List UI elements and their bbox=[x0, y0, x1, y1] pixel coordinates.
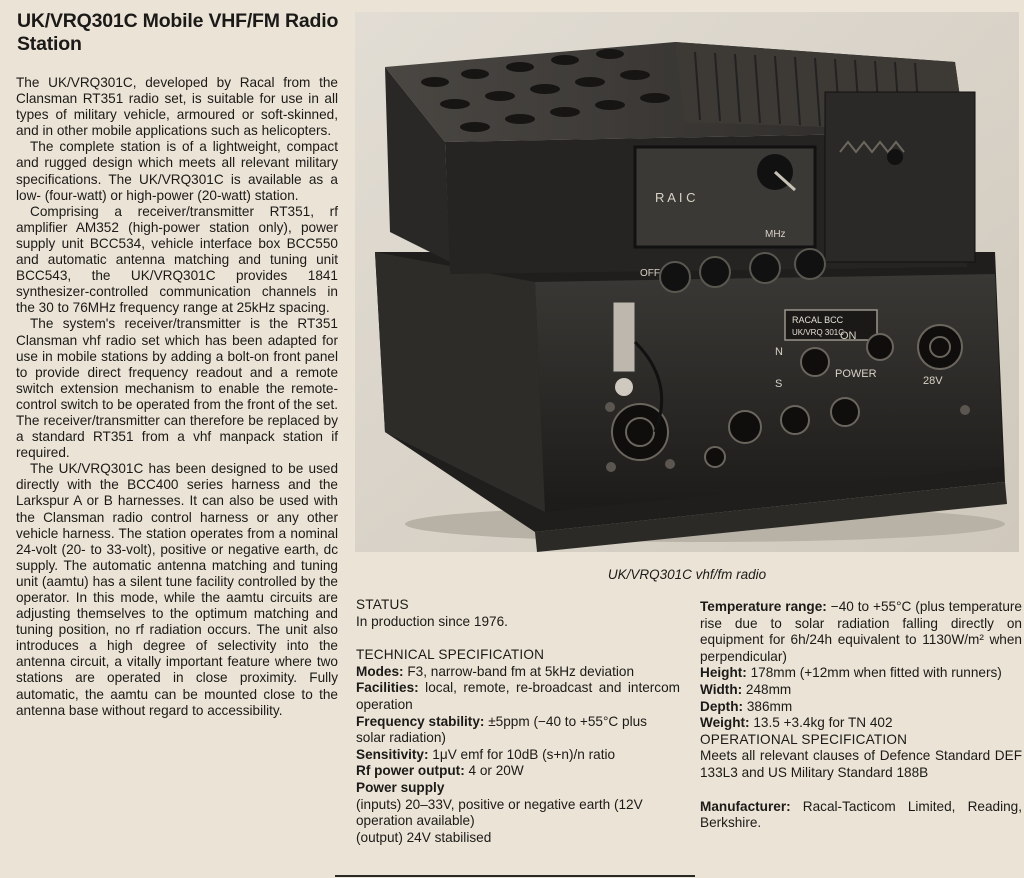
spec-power-label: Power supply bbox=[356, 779, 445, 795]
article-title: UK/VRQ301C Mobile VHF/FM Radio Station bbox=[17, 10, 339, 55]
spec-modes bbox=[356, 664, 680, 681]
spec-frequency-value: ±5ppm (−40 to +55°C plus solar radiation) bbox=[356, 713, 647, 746]
spec-rf-value: 4 or 20W bbox=[464, 763, 524, 779]
spec-modes-value: F3, narrow-band fm at 5kHz deviation bbox=[403, 663, 635, 679]
spec-weight-value: 13.5 +3.4kg for TN 402 bbox=[749, 715, 893, 731]
operational-spec-text: Meets all relevant clauses of Defence Standard DEF 133L3 and US Military Standard 188B bbox=[700, 748, 1022, 780]
spec-frequency-label: Frequency stability: bbox=[356, 713, 485, 729]
mhz-label: MHz bbox=[765, 229, 786, 240]
photo-caption: UK/VRQ301C vhf/fm radio bbox=[607, 567, 767, 582]
spec-temperature bbox=[700, 599, 1022, 665]
spec-sensitivity-value: 1μV emf for 10dB (s+n)/n ratio bbox=[428, 746, 616, 762]
body-paragraph-2: The complete station is of a lightweight, compact and rugged design which meets all relevant military specifications. The UK/VRQ301C is available as a low- (four-watt) or high-power (20-watt) station. bbox=[16, 139, 338, 203]
operational-spec-heading: OPERATIONAL SPECIFICATION bbox=[700, 731, 908, 747]
spec-column-middle bbox=[356, 597, 680, 846]
spec-modes-label: Modes: bbox=[356, 663, 404, 679]
brand-label: RACAL BCC bbox=[792, 315, 844, 325]
spec-height-value: 178mm (+12mm when fitted with runners) bbox=[746, 665, 1002, 681]
spec-rf-power bbox=[356, 763, 680, 780]
voltage-label: 28V bbox=[923, 375, 943, 387]
spec-frequency bbox=[356, 714, 680, 747]
spec-width-value: 248mm bbox=[742, 681, 792, 697]
spec-depth-label: Depth: bbox=[700, 698, 744, 714]
spec-height bbox=[700, 665, 1022, 682]
spec-temp-value: −40 to +55°C (plus temperature rise due to solar radiation falling directly on equipment for 6h/24h equivalent to 1130W/m² when perpendicular) bbox=[700, 599, 1022, 664]
n-label: N bbox=[775, 346, 783, 358]
article-body bbox=[16, 75, 338, 719]
spec-column-right bbox=[700, 599, 1022, 832]
s-label: S bbox=[775, 378, 783, 390]
spec-facilities-value: local, remote, re-broadcast and intercom operation bbox=[356, 680, 680, 712]
spec-power-supply bbox=[356, 780, 680, 797]
body-paragraph-1: The UK/VRQ301C, developed by Racal from the Clansman RT351 radio set, is suitable for use in all types of military vehicle, armoured or soft-skinned, and in other mobile applications such as helicopters. bbox=[16, 75, 338, 139]
spec-weight-label: Weight: bbox=[700, 715, 750, 731]
status-text: In production since 1976. bbox=[356, 613, 508, 629]
power-label: POWER bbox=[835, 368, 877, 380]
body-paragraph-5: The UK/VRQ301C has been designed to be used directly with the BCC400 series harness and the Larkspur A or B harnesses. It can also be used with the Clansman radio control harness or any other vehicle harness. The station operates from a nominal 24-volt (20- to 33-volt), positive or negative earth, dc supply. The automatic antenna matching and tuning unit (aamtu) has a silent tune facility controlled by the operator. In this mode, while the aamtu circuits are adjusting themselves to the optimum matching and tuning position, no rf radiation occurs. The unit also introduces a high degree of selectivity into the antenna circuit, a vitally important feature where two stations are operated in close proximity. Fully automatic, the aamtu can be mounted close to the antenna base without regard to accessibility. bbox=[16, 461, 338, 718]
spec-sensitivity bbox=[356, 747, 680, 764]
spec-width-label: Width: bbox=[700, 681, 743, 697]
manufacturer-label: Manufacturer: bbox=[700, 798, 791, 814]
spec-power-output: (output) 24V stabilised bbox=[356, 829, 492, 845]
manufacturer bbox=[700, 799, 1022, 832]
manufacturer-value: Racal-Tacticom Limited, Reading, Berkshire. bbox=[700, 798, 1022, 831]
model-label: UK/VRQ 301C bbox=[792, 328, 845, 337]
spec-depth-value: 386mm bbox=[743, 698, 793, 714]
dial-letters-label: R A I C bbox=[655, 190, 696, 205]
spec-rf-label: Rf power output: bbox=[356, 763, 465, 779]
status-heading: STATUS bbox=[356, 597, 409, 612]
spec-depth bbox=[700, 699, 1022, 716]
radio-illustration bbox=[355, 12, 1019, 552]
body-paragraph-3: Comprising a receiver/transmitter RT351, rf amplifier AM352 (high-power station only), power supply unit BCC534, vehicle interface box BCC550 and automatic antenna matching and tuning unit BCC543, the UK/VRQ301C provides 1841 synthesizer-controlled communication channels in the 30 to 76MHz frequency range at 25kHz spacing. bbox=[16, 203, 338, 316]
spec-height-label: Height: bbox=[700, 665, 747, 681]
spec-width bbox=[700, 682, 1022, 699]
body-paragraph-4: The system's receiver/transmitter is the RT351 Clansman vhf radio set which has been adapted for use in mobile stations by adding a bolt-on front panel to provide direct frequency readout and a remote switch extension mechanism to enable the remote-control switch to be operated from the front of the set. The receiver/transmitter can therefore be replaced by a standard RT351 from a vhf manpack station if required. bbox=[16, 316, 338, 461]
spec-weight bbox=[700, 715, 1022, 732]
tech-spec-heading: TECHNICAL SPECIFICATION bbox=[356, 647, 545, 663]
spec-facilities bbox=[356, 680, 680, 713]
spec-temp-label: Temperature range: bbox=[700, 599, 827, 614]
spec-sensitivity-label: Sensitivity: bbox=[356, 746, 429, 762]
radio-photo bbox=[355, 12, 1019, 552]
off-label: OFF bbox=[640, 268, 660, 279]
on-label: ON bbox=[840, 330, 857, 342]
spec-power-inputs: (inputs) 20–33V, positive or negative earth (12V operation available) bbox=[356, 796, 643, 829]
spec-facilities-label: Facilities: bbox=[356, 680, 419, 696]
bottom-rule bbox=[335, 875, 695, 877]
